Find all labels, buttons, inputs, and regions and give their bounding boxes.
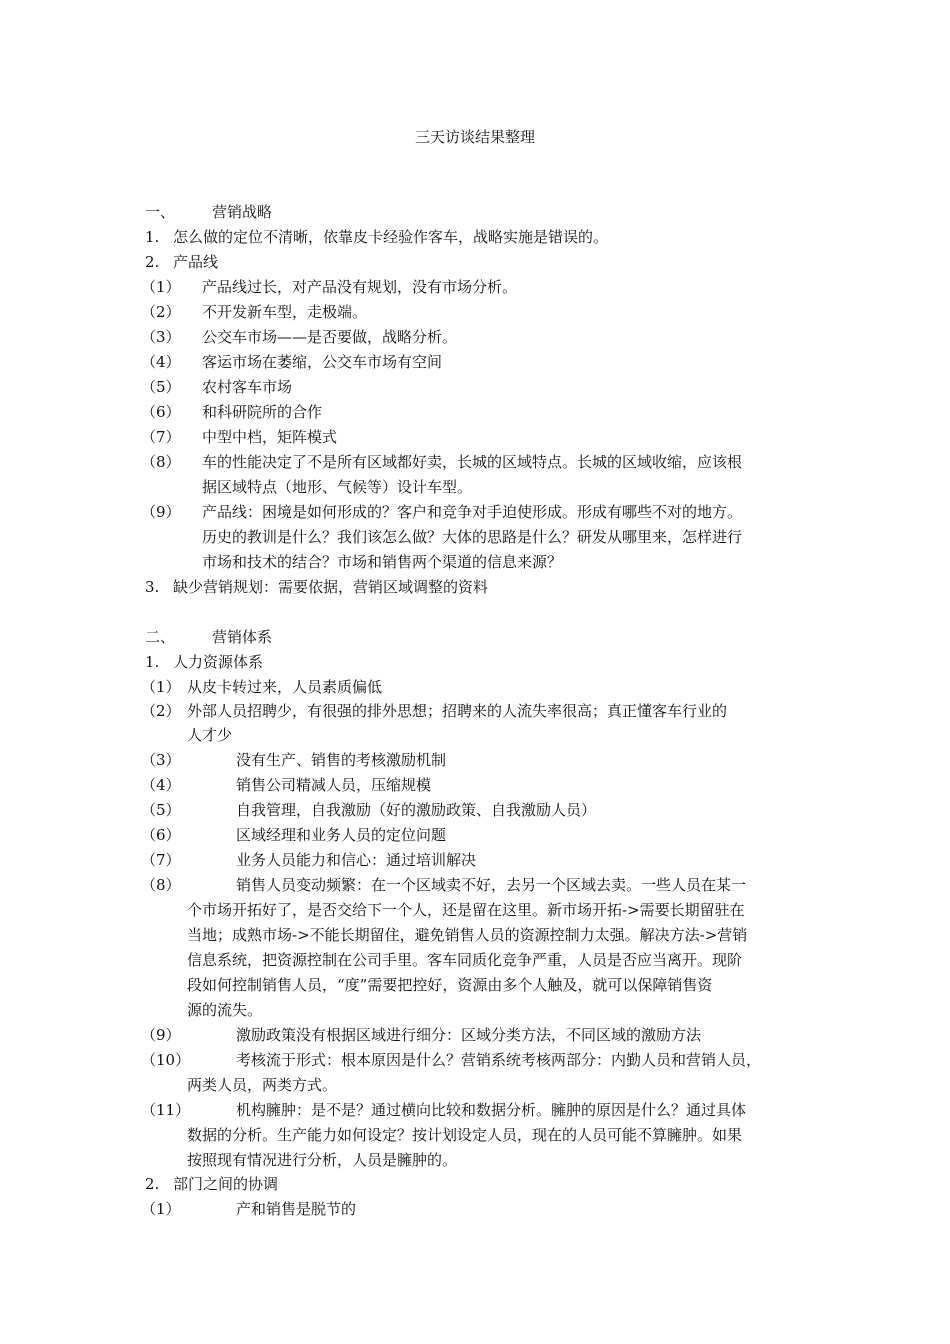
section-heading: 营销战略 — [212, 203, 273, 221]
subitem-number: （8） — [141, 876, 181, 894]
subitem-number: （1） — [141, 1200, 181, 1218]
section-heading: 营销体系 — [212, 628, 273, 646]
item-text: 缺少营销规划：需要依据，营销区域调整的资料 — [173, 578, 489, 596]
subitem-number: （10） — [141, 1051, 191, 1069]
subitem-text: 从皮卡转过来，人员素质偏低 — [187, 678, 383, 696]
item-text: 人力资源体系 — [173, 653, 264, 671]
subitem-text: 不开发新车型，走极端。 — [202, 303, 368, 321]
subitem-text: 两类人员，两类方式。 — [187, 1076, 338, 1094]
subitem-number: （5） — [141, 801, 181, 819]
subitem-number: （3） — [141, 328, 181, 346]
item-text: 怎么做的定位不清晰，依靠皮卡经验作客车，战略实施是错误的。 — [173, 228, 609, 246]
subitem-text: 中型中档，矩阵模式 — [202, 428, 338, 446]
subitem-number: （6） — [141, 403, 181, 421]
subitem-number: （11） — [141, 1101, 191, 1119]
subitem-text: 历史的教训是什么？我们该怎么做？大体的思路是什么？研发从哪里来，怎样进行 — [202, 528, 743, 546]
item-number: 3. — [145, 578, 160, 596]
subitem-text: 市场和技术的结合？市场和销售两个渠道的信息来源？ — [202, 553, 563, 571]
subitem-text: 激励政策没有根据区域进行细分：区域分类方法，不同区域的激励方法 — [236, 1026, 702, 1044]
subitem-text: 车的性能决定了不是所有区域都好卖，长城的区域特点。长城的区域收缩，应该根 — [202, 453, 743, 471]
subitem-number: （1） — [141, 678, 181, 696]
subitem-text: 外部人员招聘少，有很强的排外思想；招聘来的人流失率很高；真正懂客车行业的 — [187, 702, 728, 720]
subitem-text: 人才少 — [187, 726, 233, 744]
subitem-number: （9） — [141, 503, 181, 521]
subitem-text: 销售公司精减人员，压缩规模 — [236, 776, 432, 794]
subitem-number: （1） — [141, 278, 181, 296]
subitem-text: 机构臃肿：是不是？通过横向比较和数据分析。臃肿的原因是什么？通过具体 — [236, 1101, 747, 1119]
subitem-number: （7） — [141, 851, 181, 869]
subitem-text: 考核流于形式：根本原因是什么？营销系统考核两部分：内勤人员和营销人员， — [236, 1051, 762, 1069]
subitem-text: 客运市场在萎缩，公交车市场有空间 — [202, 353, 443, 371]
section-number: 一、 — [145, 203, 176, 221]
subitem-number: （2） — [141, 303, 181, 321]
subitem-text: 当地；成熟市场->不能长期留住，避免销售人员的资源控制力太强。解决方法->营销 — [187, 926, 748, 944]
subitem-text: 产和销售是脱节的 — [236, 1200, 357, 1218]
item-number: 1. — [145, 228, 160, 246]
subitem-text: 业务人员能力和信心：通过培训解决 — [236, 851, 477, 869]
subitem-number: （2） — [141, 702, 181, 720]
subitem-number: （7） — [141, 428, 181, 446]
subitem-text: 产品线：困境是如何形成的？客户和竞争对手迫使形成。形成有哪些不对的地方。 — [202, 503, 743, 521]
item-number: 2. — [145, 253, 160, 271]
subitem-text: 产品线过长，对产品没有规划，没有市场分析。 — [202, 278, 518, 296]
subitem-text: 源的流失。 — [187, 1001, 263, 1019]
subitem-text: 自我管理，自我激励（好的激励政策、自我激励人员） — [236, 801, 597, 819]
subitem-number: （3） — [141, 751, 181, 769]
subitem-text: 据区域特点（地形、气候等）设计车型。 — [202, 478, 473, 496]
subitem-number: （8） — [141, 453, 181, 471]
item-text: 部门之间的协调 — [173, 1175, 279, 1193]
subitem-text: 公交车市场——是否要做，战略分析。 — [202, 328, 458, 346]
document-title: 三天访谈结果整理 — [414, 128, 535, 146]
subitem-number: （9） — [141, 1026, 181, 1044]
subitem-number: （4） — [141, 353, 181, 371]
section-number: 二、 — [145, 628, 176, 646]
item-text: 产品线 — [173, 253, 219, 271]
subitem-text: 数据的分析。生产能力如何设定？按计划设定人员，现在的人员可能不算臃肿。如果 — [187, 1126, 743, 1144]
item-number: 2. — [145, 1175, 160, 1193]
subitem-text: 信息系统，把资源控制在公司手里。客车同质化竞争严重，人员是否应当离开。现阶 — [187, 951, 743, 969]
subitem-text: 按照现有情况进行分析，人员是臃肿的。 — [187, 1151, 458, 1169]
subitem-text: 个市场开拓好了，是否交给下一个人，还是留在这里。新市场开拓->需要长期留驻在 — [187, 901, 745, 919]
subitem-number: （6） — [141, 826, 181, 844]
subitem-text: 销售人员变动频繁：在一个区域卖不好，去另一个区域去卖。一些人员在某一 — [236, 876, 747, 894]
subitem-text: 段如何控制销售人员，“度”需要把控好，资源由多个人触及，就可以保障销售资 — [187, 976, 713, 994]
item-number: 1. — [145, 653, 160, 671]
subitem-text: 没有生产、销售的考核激励机制 — [236, 751, 447, 769]
subitem-text: 区域经理和业务人员的定位问题 — [236, 826, 447, 844]
subitem-number: （5） — [141, 378, 181, 396]
subitem-text: 和科研院所的合作 — [202, 403, 323, 421]
subitem-number: （4） — [141, 776, 181, 794]
subitem-text: 农村客车市场 — [202, 378, 293, 396]
